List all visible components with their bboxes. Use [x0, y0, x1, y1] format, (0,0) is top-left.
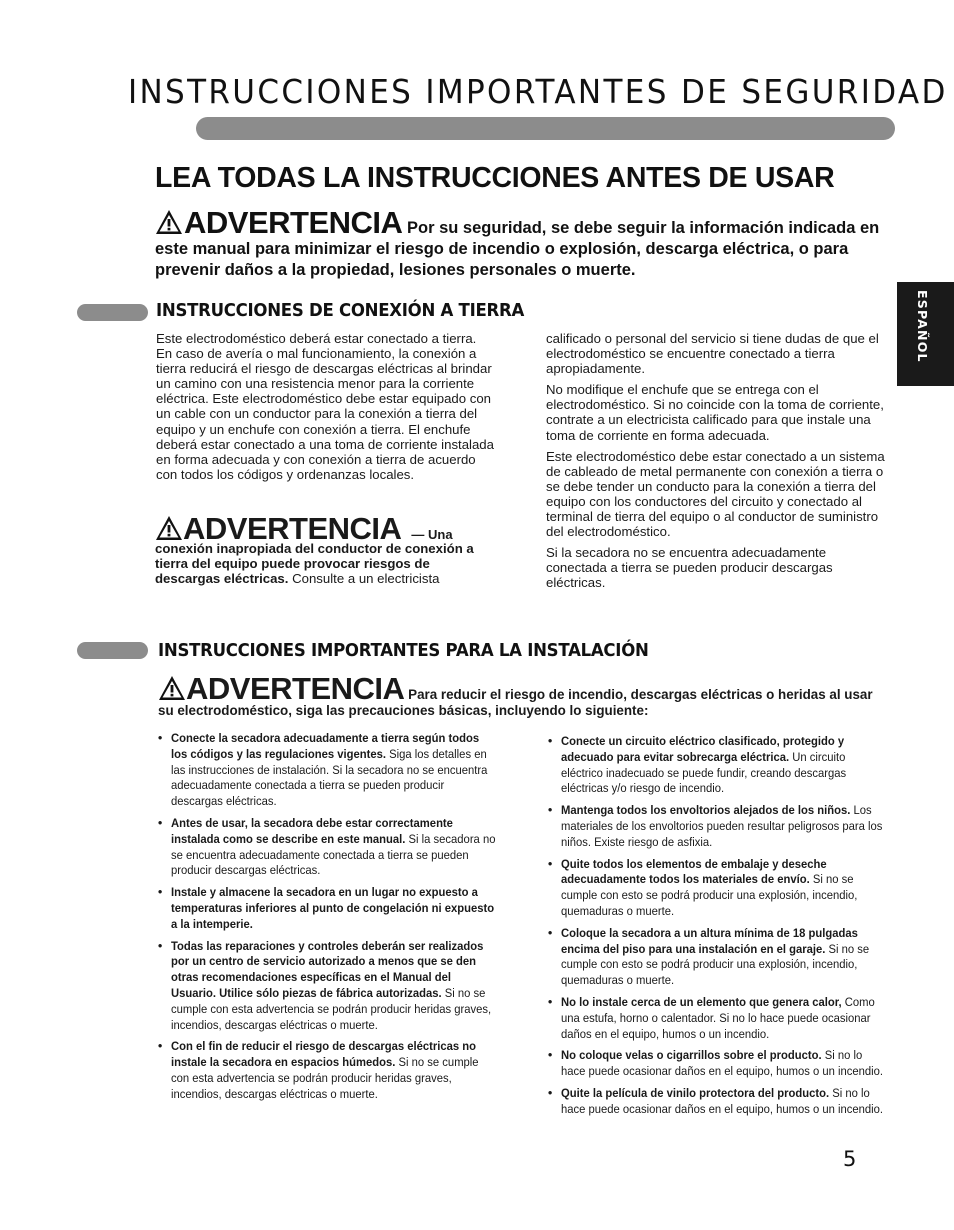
- title-divider-bar: [196, 117, 895, 140]
- language-tab[interactable]: [897, 282, 954, 386]
- grounding-paragraph: Este electrodoméstico deberá estar conectado a tierra. En caso de avería o mal funcionamiento, la conexión a tierra reducirá el riesgo de descargas eléctricas al brindar un camino con una resistencia menor para la corriente eléctrica. Este electrodoméstico debe estar equipado con un cable con un conductor para la conexión a tierra del equipo y un enchufe con conexión a tierra. El enchufe deberá estar conectado a una toma de corriente instalada en forma adecuada y con conexión a tierra de acuerdo con todos los códigos y ordenanzas locales.: [156, 331, 494, 482]
- bullet-bold-text: Quite todos los elementos de embalaje y deseche adecuadamente todos los materiales de envío.: [561, 856, 827, 887]
- bullet-rest-text: Los materiales de los envoltorios pueden resultar peligrosos para los niños. Existe riesgo de asfixia.: [561, 803, 883, 849]
- bullet-rest-text: Un circuito eléctrico inadecuado se puede fundir, creando descargas eléctricas y/o riesgo de incendio.: [561, 749, 847, 796]
- list-item: [548, 995, 888, 1042]
- bullet-rest-text: Si no se cumple con esto se podrá producir una explosión, incendio, quemaduras o muerte.: [561, 941, 870, 988]
- installation-section-heading: INSTRUCCIONES IMPORTANTES PARA LA INSTALACIÓN: [158, 640, 649, 661]
- grounding-warning: [155, 511, 495, 587]
- section-marker-pill: [77, 304, 148, 321]
- list-item: [158, 731, 498, 810]
- warning-label: ADVERTENCIA: [184, 205, 403, 240]
- bullet-bold-text: No coloque velas o cigarrillos sobre el producto.: [561, 1048, 822, 1063]
- bullet-bold-text: Instale y almacene la secadora en un lugar no expuesto a temperaturas inferiores al punto de congelación ni expuesto a la intemperie.: [171, 885, 495, 931]
- list-item: [548, 1086, 888, 1118]
- list-item: [548, 734, 888, 797]
- installation-left-list: [158, 731, 498, 1109]
- bullet-bold-text: Antes de usar, la secadora debe estar correctamente instalada como se describe en este manual.: [171, 815, 453, 846]
- bullet-rest-text: Si no se cumple con esta advertencia se podrán producir heridas graves, incendios, descargas eléctricas o muerte.: [171, 1055, 479, 1101]
- top-warning: [155, 205, 885, 281]
- list-item: [548, 803, 888, 850]
- warning-triangle-icon: [155, 209, 183, 235]
- list-item: [158, 939, 498, 1034]
- grounding-right-paragraph: calificado o personal del servicio si tiene dudas de que el electrodoméstico se encuentre conectado a tierra apropiadamente.: [546, 331, 879, 377]
- page-number: 5: [843, 1147, 857, 1171]
- grounding-left-column: [156, 331, 496, 488]
- language-tab-label: ESPAÑOL: [915, 290, 930, 363]
- installation-warning: [158, 671, 888, 719]
- bullet-rest-text: Si no se cumple con esta advertencia se podrán producir heridas graves, incendios, descargas eléctricas o muerte.: [171, 985, 492, 1032]
- bullet-bold-text: Mantenga todos los envoltorios alejados de los niños.: [561, 803, 851, 818]
- list-item: [548, 1048, 888, 1080]
- bullet-bold-text: Con el fin de reducir el riesgo de descargas eléctricas no instale la secadora en espacios húmedos.: [171, 1039, 477, 1070]
- grounding-section-heading: INSTRUCCIONES DE CONEXIÓN A TIERRA: [156, 300, 524, 321]
- bullet-rest-text: Como una estufa, horno o calentador. Si no lo hace puede ocasionar daños en el equipo, humos o un incendio.: [561, 994, 875, 1041]
- warning-rest-text: Consulte a un electricista: [292, 571, 440, 587]
- grounding-right-column: [546, 331, 886, 597]
- warning-triangle-icon: [158, 675, 186, 701]
- list-item: [158, 885, 498, 932]
- list-item: [158, 816, 498, 879]
- warning-text: Para reducir el riesgo de incendio, descargas eléctricas o heridas al usar su electrodoméstico, siga las precauciones básicas, incluyendo lo siguiente:: [158, 687, 873, 718]
- bullet-rest-text: Si no lo hace puede ocasionar daños en el equipo, humos o un incendio.: [561, 1048, 884, 1079]
- warning-label: ADVERTENCIA: [186, 671, 405, 706]
- bullet-rest-text: Si la secadora no se encuentra adecuadamente conectada a tierra se pueden producir descargas eléctricas.: [171, 831, 496, 878]
- grounding-right-paragraph: No modifique el enchufe que se entrega con el electrodoméstico. Si no coincide con la toma de corriente, contrate a un electricista calificado para que instale una toma de corriente en forma adecuada.: [546, 382, 884, 443]
- list-item: [548, 857, 888, 920]
- warning-text: Por su seguridad, se debe seguir la información indicada en este manual para minimizar el riesgo de incendio o explosión, descarga eléctrica, o para prevenir daños a la propiedad, lesiones personales o muerte.: [155, 219, 880, 279]
- section-marker-pill: [77, 642, 148, 659]
- warning-label: ADVERTENCIA: [183, 511, 402, 546]
- warning-triangle-icon: [155, 515, 183, 541]
- page-title: INSTRUCCIONES IMPORTANTES DE SEGURIDAD: [128, 72, 948, 111]
- warning-dash-text: — Una: [411, 527, 453, 542]
- bullet-rest-text: Si no se cumple con esto se podrá producir una explosión, incendio, quemaduras o muerte.: [561, 872, 858, 918]
- warning-bold-text: conexión inapropiada del conductor de conexión a tierra del equipo puede provocar riesgos de descargas eléctricas.: [155, 541, 474, 587]
- read-all-instructions-heading: LEA TODAS LA INSTRUCCIONES ANTES DE USAR: [155, 162, 835, 194]
- bullet-bold-text: Coloque la secadora a un altura mínima de 18 pulgadas encima del piso para una instalación en el garaje.: [561, 925, 858, 956]
- bullet-bold-text: Conecte la secadora adecuadamente a tierra según todos los códigos y las regulaciones vigentes.: [171, 731, 480, 761]
- grounding-right-paragraph: Este electrodoméstico debe estar conectado a un sistema de cableado de metal permanente con conexión a tierra o se debe tender un conducto para la conexión a tierra del equipo con los conductores del circuito y conectado al terminal de tierra del equipo o al conductor de suministro del electrodoméstico.: [546, 448, 885, 540]
- bullet-rest-text: Si no lo hace puede ocasionar daños en el equipo, humos o un incendio.: [561, 1085, 884, 1116]
- installation-right-list: [548, 734, 888, 1124]
- bullet-bold-text: Quite la película de vinilo protectora del producto.: [561, 1085, 830, 1100]
- list-item: [158, 1039, 498, 1102]
- grounding-right-paragraph: Si la secadora no se encuentra adecuadamente conectada a tierra se pueden producir descargas eléctricas.: [546, 545, 833, 591]
- bullet-bold-text: Conecte un circuito eléctrico clasificado, protegido y adecuado para evitar sobrecarga eléctrica.: [561, 734, 845, 764]
- bullet-bold-text: Todas las reparaciones y controles deberán ser realizados por un centro de servicio autorizado a menos que se den otras recomendaciones específicas en el Manual del Usuario. Utilice sólo piezas de fábrica autorizadas.: [171, 938, 484, 1000]
- list-item: [548, 926, 888, 989]
- bullet-bold-text: No lo instale cerca de un elemento que genera calor,: [561, 994, 842, 1009]
- bullet-rest-text: Siga los detalles en las instrucciones de instalación. Si la secadora no se encuentra adecuadamente conectada a tierra se pueden producir descargas eléctricas.: [171, 746, 488, 809]
